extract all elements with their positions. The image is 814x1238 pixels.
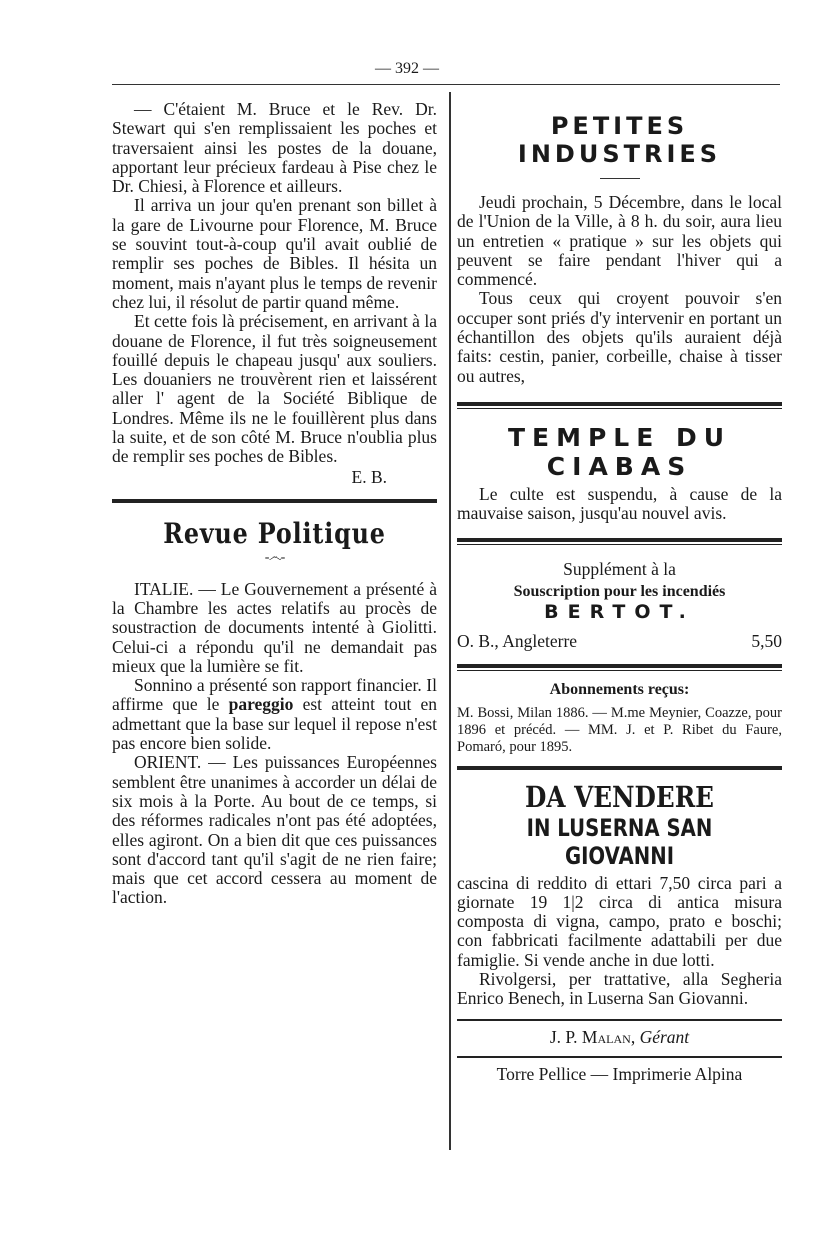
- article-paragraph-1: — C'étaient M. Bruce et le Rev. Dr. Stewart qui s'en remplissaient les poches et traversaient ainsi les postes de la douane, apportant leur précieux fardeau à Pise chez le Dr. Chiesi, à Florence et ailleurs.: [112, 99, 437, 197]
- revue-paragraph-italie: ITALIE. — Le Gouvernement a présenté à la Chambre les actes relatifs au procès de soustraction de documents intenté à Giolitti. Celui-ci a répondu qu'il ne demandait pas mieux que la lumière se fit.: [112, 578, 437, 676]
- column-divider: [449, 92, 451, 1150]
- article-paragraph-2: Il arriva un jour qu'en prenant son billet à la gare de Livourne pour Florence, M. Bruce se souvint tout-à-coup qu'il avait oublié de remplir ses poches de Bibles. Il hésita un moment, mais n'ayant plus le temps de revenir chez lui, il résolut de partir quand même.: [112, 195, 437, 312]
- subscriber-name: O. B., Angleterre: [457, 630, 578, 651]
- page-number: — 392 —: [375, 60, 439, 77]
- sonnino-text-b: est atteint tout en admettant que la base sur lequel il repose n'est pas encore bien solide.: [112, 694, 438, 754]
- subscription-amount: 5,50: [751, 630, 782, 651]
- pareggio-word: pareggio: [228, 694, 294, 715]
- luserna-heading: IN LUSERNA SAN GIOVANNI: [526, 813, 713, 870]
- article-signature: E. B.: [351, 466, 387, 487]
- petites-paragraph-2: Tous ceux qui croyent pouvoir s'en occuper sont priés d'y intervenir en portant un échantillon des objets qu'ils auraient déjà faits: cestin, panier, corbeille, chaise à tisser ou autres,: [457, 288, 782, 386]
- temple-paragraph: Le culte est suspendu, à cause de la mauvaise saison, jusqu'au nouvel avis.: [457, 483, 782, 524]
- abonnements-heading: Abonnements reçus:: [549, 680, 690, 698]
- right-column: [457, 112, 782, 1085]
- bertot-line: BERTOT.: [544, 600, 695, 623]
- subscription-row: [457, 631, 782, 652]
- article-paragraph-3: Et cette fois là précisement, en arrivant à la douane de Florence, il fut très soigneusement fouillé depuis le chapeau jusqu' aux souliers. Les douaniers ne trouvèrent rien et laissérent aller l' agent de la Société Biblique de Londres. Même ils ne le fouillèrent plus dans la suite, et de son côté M. Bruce n'oublia plus de remplir ses poches de Bibles.: [112, 311, 437, 467]
- left-column: [112, 100, 437, 908]
- header-rule: [112, 84, 780, 85]
- da-vendere-heading: DA VENDERE: [525, 779, 714, 814]
- gerant-role: Gérant: [639, 1026, 690, 1047]
- sonnino-text-a: Sonnino a présenté son rapport financier. Il affirme que le: [112, 675, 437, 715]
- section-rule: [457, 402, 782, 409]
- souscription-line: Souscription pour les incendiés: [513, 582, 726, 600]
- vendere-paragraph-2: Rivolgersi, per trattative, alla Segheria Enrico Benech, in Luserna San Giovanni.: [457, 969, 782, 1009]
- abonnements-text: M. Bossi, Milan 1886. — M.me Meynier, Coazze, pour 1896 et précéd. — MM. J. et P. Ribet du Faure, Pomaró, pour 1895.: [457, 704, 782, 755]
- ornament-divider: -෴-: [264, 549, 285, 565]
- section-rule: [457, 538, 782, 545]
- vendere-paragraph-1: cascina di reddito di ettari 7,50 circa pari a giornate 19 1|2 circa di antica misura composta di vigna, campo, prato e boschi; con fabbricati facilmente adattabili per due famiglie. Si vende anche in due lotti.: [457, 872, 782, 970]
- revue-paragraph-sonnino: [112, 676, 437, 753]
- petites-paragraph-1: Jeudi prochain, 5 Décembre, dans le local de l'Union de la Ville, à 8 h. du soir, aura lieu un entretien « pratique » sur les objets qui peuvent se faire pendant l'hiver qui a commencé.: [457, 192, 782, 290]
- petites-industries-heading: PETITES INDUSTRIES: [517, 112, 722, 168]
- gerant-line: [457, 1027, 782, 1048]
- supplement-line: Supplément à la: [563, 558, 676, 579]
- revue-paragraph-orient: ORIENT. — Les puissances Européennes semblent être unanimes à accorder un délai de six mois à la Porte. Au bout de ce temps, si des réformes radicales n'ont pas été adoptées, elles agiront. On a bien dit que ces puissances sont d'accord tant qu'il s'agit de ne rien faire; mais que cet accord cessera au moment de l'action.: [112, 752, 437, 908]
- temple-heading: TEMPLE DU CIABAS: [507, 422, 732, 481]
- revue-politique-heading: Revue Politique: [163, 516, 386, 550]
- imprint-line: Torre Pellice — Imprimerie Alpina: [496, 1063, 743, 1084]
- section-rule: [457, 664, 782, 671]
- gerant-name: J. P. Malan,: [549, 1026, 636, 1047]
